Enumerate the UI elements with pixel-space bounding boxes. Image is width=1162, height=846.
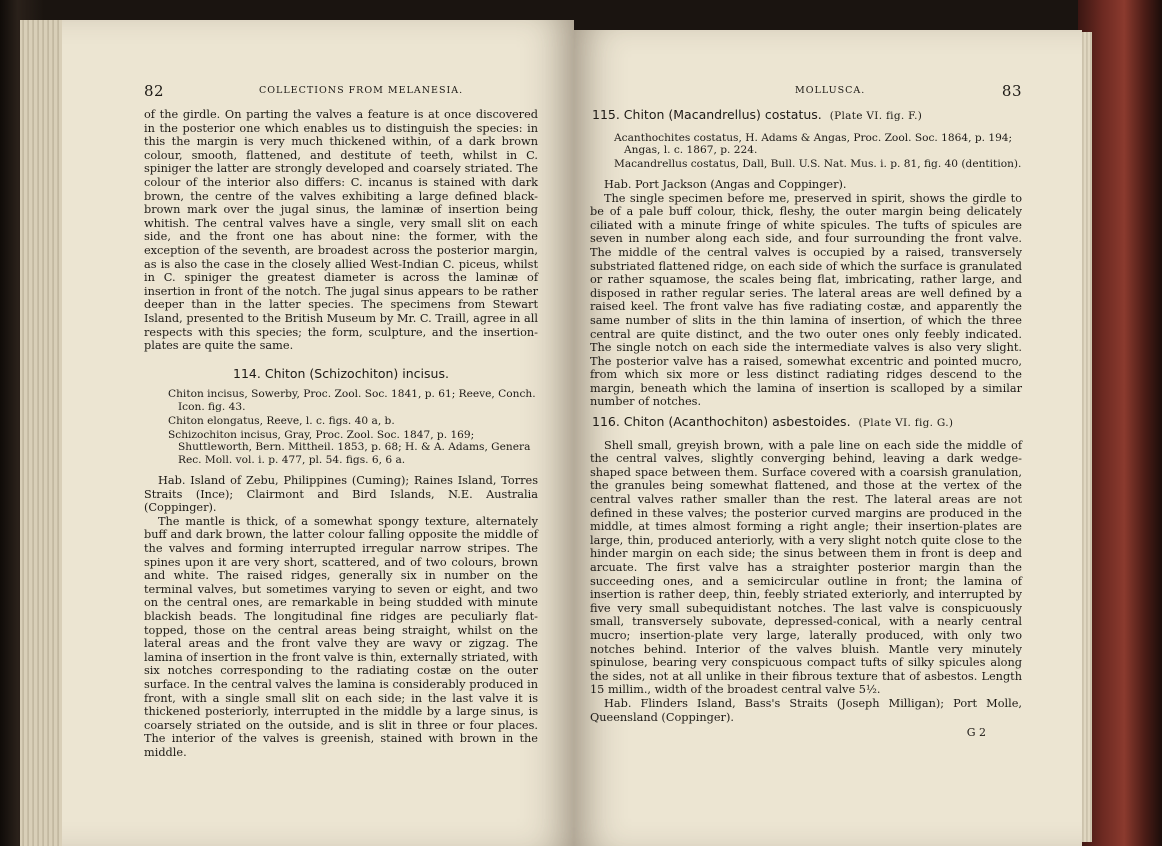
page-number: 82 <box>144 82 165 100</box>
signature-mark: G 2 <box>966 726 986 740</box>
running-head-right <box>590 82 1022 102</box>
habitat-paragraph: Hab. Island of Zebu, Philippines (Cuming); Raines Island, Torres Straits (Ince); Clairmont and Bird Islands, N.E. Australia (Coppinger). <box>144 474 538 515</box>
section-heading-115 <box>590 108 1022 124</box>
synonym-entry: Macandrellus costatus, Dall, Bull. U.S. Nat. Mus. i. p. 81, fig. 40 (dentition). <box>614 158 1022 171</box>
right-page <box>574 30 1082 846</box>
running-title: COLLECTIONS FROM MELANESIA. <box>259 85 464 96</box>
section-title: 116. Chiton (Acanthochiton) asbestoides. <box>592 414 851 430</box>
description-paragraph: The single specimen before me, preserved in spirit, shows the girdle to be of a pale buff colour, thick, fleshy, the outer margin being delicately ciliated with a minute fringe of white spicules. The tufts of spicules are seven in number along each side, and four surrounding the front valve. The middle of the central valves is occupied by a raised, transversely substriated flattened ridge, on each side of which the surface is granulated or rather squamose, the scales being flat, imbricating, rather large, and disposed in rather regular series. The lateral areas are well defined by a raised keel. The front valve has five radiating costæ, and apparently the same number of slits in the thin lamina of insertion, of which the three central are quite distinct, and the two outer ones only feebly indicated. The single notch on each side the intermediate valves is also very slight. The posterior valve has a raised, somewhat excentric and pointed mucro, from which six more or less distinct radiating ridges descend to the margin, beneath which the lamina of insertion is scalloped by a similar number of notches. <box>590 191 1022 409</box>
running-title: MOLLUSCA. <box>795 85 866 96</box>
page-number: 83 <box>1001 82 1022 100</box>
synonym-entry: Chiton elongatus, Reeve, l. c. figs. 40 a, b. <box>168 414 395 427</box>
synonym-entry: Chiton incisus, Sowerby, Proc. Zool. Soc. 1841, p. 61; Reeve, Conch. Icon. fig. 43. <box>168 388 536 414</box>
left-body <box>144 108 538 760</box>
right-body <box>590 108 1022 740</box>
synonym-entry: Schizochiton incisus, Gray, Proc. Zool. Soc. 1847, p. 169; Shuttleworth, Bern. Mittheil. 1853, p. 68; H. & A. Adams, Genera Rec. Moll. vol. i. p. 477, pl. 54. figs. 6, 6 a. <box>168 428 531 467</box>
plate-reference: (Plate VI. fig. F.) <box>829 110 923 122</box>
habitat-paragraph: Hab. Port Jackson (Angas and Coppinger). <box>604 177 847 191</box>
plate-reference: (Plate VI. fig. G.) <box>858 417 954 430</box>
section-heading-116 <box>590 415 1022 431</box>
habitat-paragraph: Hab. Flinders Island, Bass's Straits (Joseph Milligan); Port Molle, Queensland (Coppinger). <box>590 696 1022 724</box>
description-paragraph: The mantle is thick, of a somewhat spongy texture, alternately buff and dark brown, the latter colour falling opposite the middle of the valves and forming interrupted irregular narrow stripes. The spines upon it are very short, scattered, and of two colours, brown and white. The raised ridges, generally six in number on the terminal valves, but sometimes varying to seven or eight, and two on the central ones, are remarkable in being studded with minute blackish beads. The longitudinal fine ridges are peculiarly flat-topped, those on the central areas being straight, whilst on the lateral areas and the front valve they are wavy or zigzag. The lamina of insertion in the front valve is thin, externally striated, with six notches corresponding to the radiating costæ on the outer surface. In the central valves the lamina is considerably produced in front, with a single small slit on each side; in the last valve it is thickened posteriorly, interrupted in the middle by a large sinus, is coarsely striated on the outside, and is slit in three or four places. The interior of the valves is greenish, stained with brown in the middle. <box>144 514 538 759</box>
section-heading-114: 114. Chiton (Schizochiton) incisus. <box>233 365 449 381</box>
left-page <box>62 20 574 846</box>
synonym-entry: Acanthochites costatus, H. Adams & Angas, Proc. Zool. Soc. 1864, p. 194; Angas, l. c. 1867, p. 224. <box>614 131 1013 157</box>
running-head-left <box>144 82 538 102</box>
section-title: 115. Chiton (Macandrellus) costatus. <box>592 107 822 122</box>
description-paragraph: Shell small, greyish brown, with a pale line on each side the middle of the central valves, slightly converging behind, leaving a dark wedge-shaped space between them. Surface covered with a coarsish granulation, the granules being somewhat flattened, and those at the vertex of the central valves rather smaller than the rest. The lateral areas are not defined in these valves; the posterior curved margins are produced in the middle, at times almost forming a right angle; their insertion-plates are large, thin, produced anteriorly, with a very slight notch quite close to the hinder margin on each side; the sinus between them in front is deep and arcuate. The first valve has a straighter posterior margin than the succeeding ones, and a semicircular outline in front; the lamina of insertion is rather deep, thin, feebly striated exteriorly, and interrupted by five very small subequidistant notches. The last valve is conspicuously small, transversely subovate, depressed-conical, with a nearly central mucro; insertion-plate very large, laterally produced, with only two notches behind. Interior of the valves bluish. Mantle very minutely spinulose, bearing very conspicuous compact tufts of silky spicules along the sides, not at all unlike in their fibrous texture that of asbestos. Length 15 millim., width of the broadest central valve 5½. <box>590 438 1022 697</box>
intro-paragraph: of the girdle. On parting the valves a feature is at once discovered in the posterior one which enables us to distinguish the species: in this the margin is very much thickened within, of a dark brown colour, smooth, flattened, and destitute of teeth, whilst in C. spiniger the latter are strongly developed and coarsely striated. The colour of the interior also differs: C. incanus is stained with dark brown, the centre of the valves exhibiting a large defined black-brown mark over the jugal sinus, the laminæ of insertion being whitish. The central valves have a single, very small slit on each side, and the front one has about nine: the former, with the exception of the seventh, are broadest across the posterior margin, as is also the case in the closely allied West-Indian C. piceus, whilst in C. spiniger the greatest diameter is across the laminæ of insertion in front of the notch. The jugal sinus appears to be rather deeper than in the latter species. The specimens from Stewart Island, presented to the British Museum by Mr. C. Traill, agree in all respects with this species; the form, sculpture, and the insertion-plates are quite the same. <box>144 108 538 353</box>
